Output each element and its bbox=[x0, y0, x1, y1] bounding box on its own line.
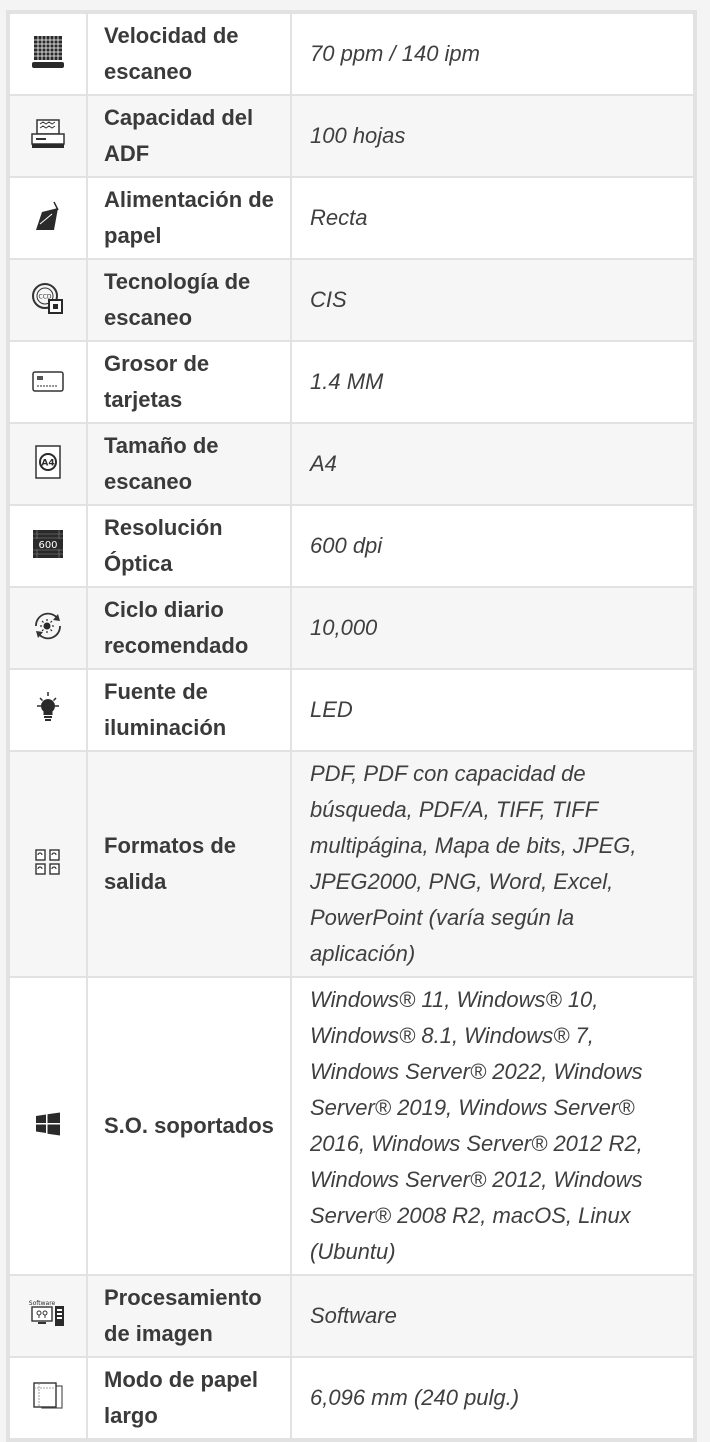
spec-row-scan-speed bbox=[9, 13, 694, 95]
spec-row-image-processing bbox=[9, 1275, 694, 1357]
specs-table-container bbox=[6, 10, 697, 1442]
spec-label: S.O. soportados bbox=[87, 977, 291, 1275]
output-formats-icon bbox=[28, 842, 68, 882]
spec-label: Ciclo diario recomendado bbox=[87, 587, 291, 669]
spec-label: Resolución Óptica bbox=[87, 505, 291, 587]
adf-capacity-icon bbox=[28, 114, 68, 154]
spec-label: Capacidad del ADF bbox=[87, 95, 291, 177]
specs-table bbox=[8, 12, 695, 1440]
spec-value: 10,000 bbox=[291, 587, 694, 669]
card-icon bbox=[28, 360, 68, 400]
spec-row-supported-os bbox=[9, 977, 694, 1275]
light-bulb-icon bbox=[28, 688, 68, 728]
spec-value: 600 dpi bbox=[291, 505, 694, 587]
a4-size-icon bbox=[28, 442, 68, 482]
spec-row-output-formats bbox=[9, 751, 694, 977]
spec-label: Alimentación de papel bbox=[87, 177, 291, 259]
spec-label: Procesamiento de imagen bbox=[87, 1275, 291, 1357]
spec-value: PDF, PDF con capacidad de búsqueda, PDF/A, TIFF, TIFF multipágina, Mapa de bits, JPEG, JPEG2000, PNG, Word, Excel, PowerPoint (varía según la aplicación) bbox=[291, 751, 694, 977]
spec-row-long-paper-mode bbox=[9, 1357, 694, 1439]
windows-icon bbox=[28, 1104, 68, 1144]
spec-label: Modo de papel largo bbox=[87, 1357, 291, 1439]
spec-label: Tecnología de escaneo bbox=[87, 259, 291, 341]
spec-value: Software bbox=[291, 1275, 694, 1357]
spec-value: 70 ppm / 140 ipm bbox=[291, 13, 694, 95]
spec-row-light-source bbox=[9, 669, 694, 751]
resolution-600-icon bbox=[28, 524, 68, 564]
spec-label: Fuente de iluminación bbox=[87, 669, 291, 751]
paper-feed-icon bbox=[28, 196, 68, 236]
spec-value: CIS bbox=[291, 259, 694, 341]
ccd-technology-icon bbox=[28, 278, 68, 318]
spec-row-paper-feed bbox=[9, 177, 694, 259]
spec-row-optical-resolution bbox=[9, 505, 694, 587]
spec-value: LED bbox=[291, 669, 694, 751]
long-paper-icon bbox=[28, 1376, 68, 1416]
software-icon-text: Software bbox=[28, 1299, 56, 1307]
spec-row-scan-technology bbox=[9, 259, 694, 341]
spec-label: Formatos de salida bbox=[87, 751, 291, 977]
spec-row-scan-size bbox=[9, 423, 694, 505]
a4-icon-text: A4 bbox=[41, 458, 55, 468]
spec-row-card-thickness bbox=[9, 341, 694, 423]
software-processing-icon bbox=[28, 1294, 68, 1334]
daily-cycle-icon bbox=[28, 606, 68, 646]
spec-value: 100 hojas bbox=[291, 95, 694, 177]
spec-value: Windows® 11, Windows® 10, Windows® 8.1, Windows® 7, Windows Server® 2022, Windows Server® 2019, Windows Server® 2016, Windows Server® 2012 R2, Windows Server® 2012, Windows Server® 2008 R2, macOS, Linux (Ubuntu) bbox=[291, 977, 694, 1275]
spec-row-daily-cycle bbox=[9, 587, 694, 669]
spec-label: Velocidad de escaneo bbox=[87, 13, 291, 95]
spec-label: Grosor de tarjetas bbox=[87, 341, 291, 423]
resolution-icon-text: 600 bbox=[38, 539, 58, 551]
spec-value: 1.4 MM bbox=[291, 341, 694, 423]
spec-row-adf-capacity bbox=[9, 95, 694, 177]
spec-value: A4 bbox=[291, 423, 694, 505]
scan-speed-icon bbox=[28, 32, 68, 72]
ccd-icon-text: CCD bbox=[38, 293, 52, 300]
spec-label: Tamaño de escaneo bbox=[87, 423, 291, 505]
spec-value: Recta bbox=[291, 177, 694, 259]
spec-value: 6,096 mm (240 pulg.) bbox=[291, 1357, 694, 1439]
